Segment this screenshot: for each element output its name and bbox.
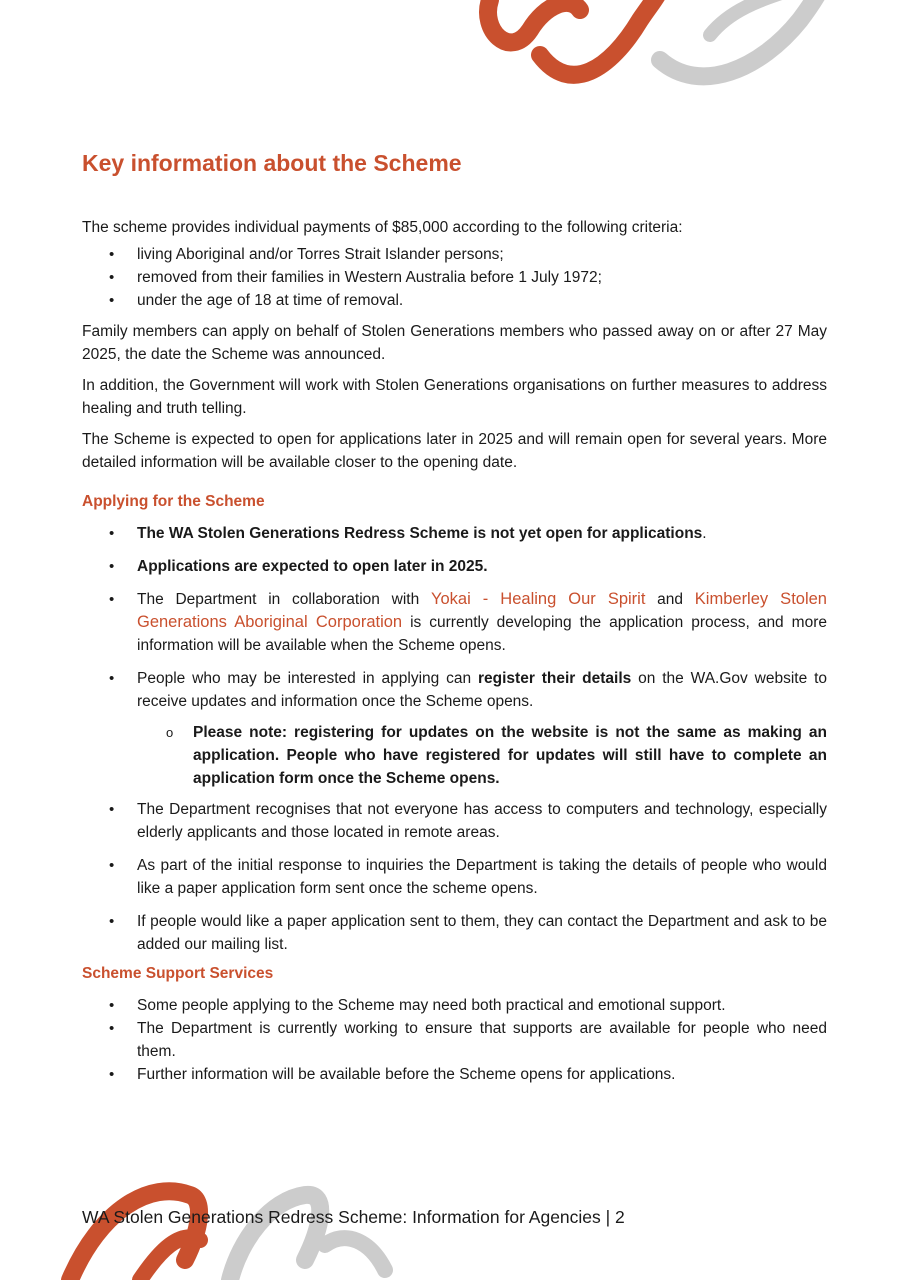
list-item: • If people would like a paper application sent to them, they can contact the Department and ask to be added our mailing list.	[109, 913, 827, 953]
applying-heading: Applying for the Scheme	[82, 493, 265, 510]
list-item: • People who may be interested in applying can register their details on the WA.Gov website to receive updates and information once the Scheme opens.	[109, 670, 827, 710]
applying-list	[82, 522, 827, 713]
list-item: • living Aboriginal and/or Torres Strait Islander persons;	[109, 246, 504, 263]
intro-paragraph: The scheme provides individual payments of $85,000 according to the following criteria:	[82, 219, 683, 236]
kimberley-link[interactable]: Kimberley Stolen Generations Aboriginal Corporation	[137, 590, 827, 631]
sub-list	[82, 721, 827, 790]
list-item: • The Department in collaboration with Yokai - Healing Our Spirit and Kimberley Stolen Generations Aboriginal Corporation is currently developing the application process, and more information will be available when the Scheme opens.	[109, 590, 827, 654]
list-item: • The WA Stolen Generations Redress Scheme is not yet open for applications.	[109, 525, 707, 542]
body-paragraph: In addition, the Government will work with Stolen Generations organisations on further measures to address healing and truth telling.	[82, 377, 827, 417]
top-decorative-swirl	[470, 0, 850, 90]
list-item: • The Department is currently working to ensure that supports are available for people who need them.	[109, 1020, 827, 1060]
page-footer: WA Stolen Generations Redress Scheme: Information for Agencies | 2	[82, 1207, 625, 1227]
list-item: • Applications are expected to open later in 2025.	[109, 558, 488, 575]
page-title: Key information about the Scheme	[82, 150, 462, 176]
yokai-link[interactable]: Yokai - Healing Our Spirit	[430, 590, 646, 608]
sub-list-item: o Please note: registering for updates on the website is not the same as making an application. People who have registered for updates will still have to complete an application form once the Scheme opens.	[166, 724, 827, 787]
applying-list-continued	[82, 798, 827, 956]
list-item: • As part of the initial response to inquiries the Department is taking the details of people who would like a paper application form sent once the scheme opens.	[109, 857, 827, 897]
list-item: • Some people applying to the Scheme may need both practical and emotional support.	[109, 997, 726, 1014]
support-heading: Scheme Support Services	[82, 965, 274, 982]
list-item: • Further information will be available before the Scheme opens for applications.	[109, 1066, 676, 1083]
criteria-list	[82, 243, 827, 312]
list-item: • The Department recognises that not everyone has access to computers and technology, especially elderly applicants and those located in remote areas.	[109, 801, 827, 841]
body-paragraph: Family members can apply on behalf of Stolen Generations members who passed away on or after 27 May 2025, the date the Scheme was announced.	[82, 323, 827, 363]
support-list	[82, 994, 827, 1086]
list-item: • under the age of 18 at time of removal.	[109, 292, 404, 309]
list-item: • removed from their families in Western Australia before 1 July 1972;	[109, 269, 602, 286]
body-paragraph: The Scheme is expected to open for applications later in 2025 and will remain open for several years. More detailed information will be available closer to the opening date.	[82, 431, 827, 471]
page-content	[82, 148, 827, 1086]
